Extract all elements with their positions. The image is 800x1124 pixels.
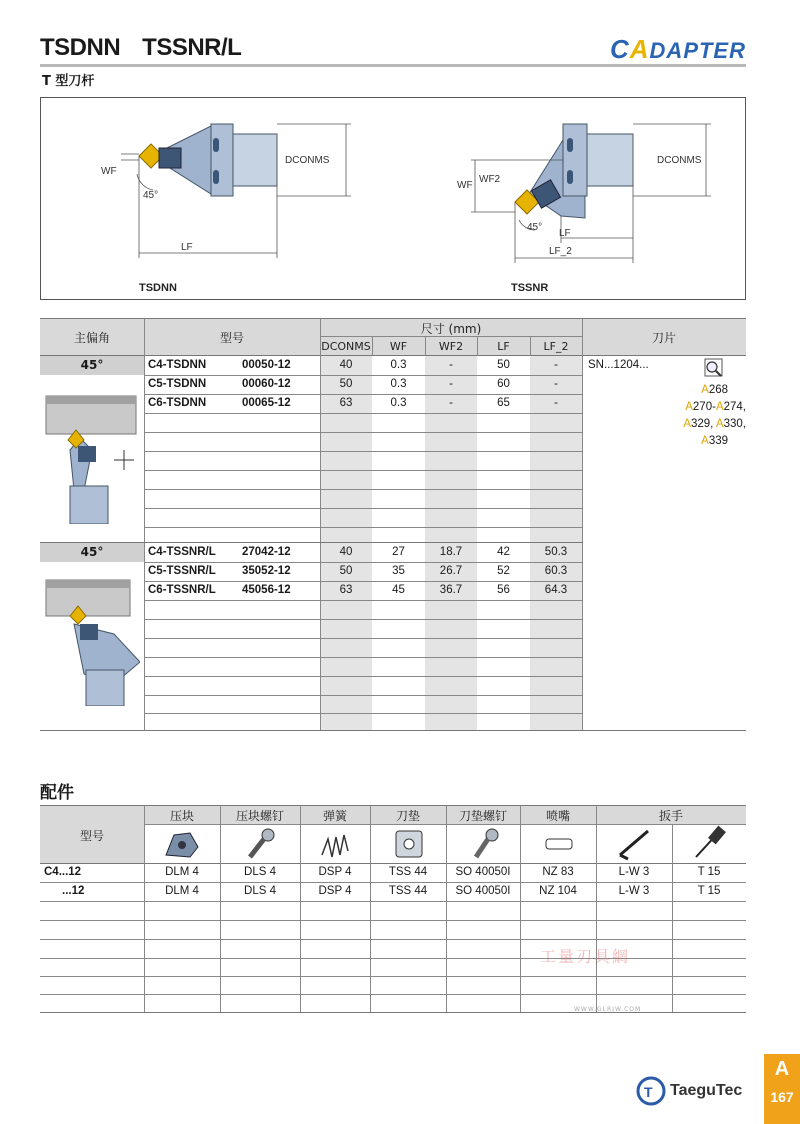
- acc-header-model: 型号: [79, 829, 104, 843]
- cell-wf: 0.3: [390, 397, 407, 409]
- cell-lf: 60: [497, 378, 510, 390]
- cell-wf2: 18.7: [439, 546, 463, 558]
- cell-wf2: -: [449, 378, 453, 390]
- header-lf: LF: [497, 340, 510, 353]
- left-dconms-label: DCONMS: [285, 155, 330, 166]
- model-prefix: C6-TSSNR/L: [148, 584, 216, 596]
- left-angle-label: 45°: [143, 190, 159, 201]
- header-wf: WF: [389, 340, 408, 353]
- magnifier-icon[interactable]: [702, 358, 724, 378]
- insert-code: SN...1204...: [588, 359, 649, 371]
- model-code: 35052-12: [242, 565, 291, 577]
- acc-model: C4...12: [44, 866, 82, 878]
- acc-spring: DSP 4: [318, 866, 352, 878]
- cell-wf: 27: [392, 546, 405, 558]
- cell-lf: 50: [497, 359, 510, 371]
- brand-name: TaeguTec: [670, 1082, 743, 1099]
- taegutec-logo-icon: [636, 1076, 666, 1106]
- clamp-screw-icon: [244, 827, 278, 865]
- acc-header-nozzle: 喷嘴: [545, 809, 570, 823]
- cell-lf2: 50.3: [544, 546, 568, 558]
- acc-shim-screw: SO 40050I: [455, 866, 511, 878]
- group2-angle: 45°: [40, 543, 144, 562]
- insert-ref-1[interactable]: A268: [701, 384, 728, 396]
- title-tsdnn: TSDNN: [40, 34, 121, 61]
- right-diagram-name: TSSNR: [511, 282, 549, 294]
- header-lf2: LF_2: [543, 340, 569, 353]
- cell-dconms: 40: [339, 546, 353, 558]
- model-prefix: C6-TSDNN: [148, 397, 207, 409]
- shim-screw-icon: [468, 827, 502, 865]
- svg-text:T: T: [644, 1084, 653, 1100]
- title-tssnr: TSSNR/L: [142, 34, 242, 61]
- right-dconms-label: DCONMS: [657, 155, 702, 166]
- tab-letter: A: [774, 1058, 790, 1080]
- cell-wf2: -: [449, 359, 453, 371]
- cell-dconms: 63: [339, 397, 353, 409]
- right-lf-label: LF: [559, 228, 571, 239]
- header-model: 型号: [219, 331, 244, 345]
- insert-ref-3[interactable]: A329, A330,: [683, 418, 746, 430]
- acc-header-clamp: 压块: [169, 809, 194, 823]
- shim-icon: [392, 827, 426, 865]
- dimension-diagram: [40, 97, 746, 300]
- accessories-title: 配件: [40, 783, 74, 803]
- group2-image: [44, 574, 140, 706]
- cell-lf: 42: [497, 546, 510, 558]
- cadapter-logo: CADAPTER: [609, 34, 746, 64]
- cell-dconms: 50: [339, 378, 353, 390]
- cell-wf2: 26.7: [439, 565, 463, 577]
- acc-shim: TSS 44: [388, 866, 428, 878]
- model-code: 00050-12: [242, 359, 291, 371]
- cell-lf2: 60.3: [544, 565, 568, 577]
- model-prefix: C4-TSSNR/L: [148, 546, 216, 558]
- group1-angle: 45°: [40, 356, 144, 375]
- page-number: 167: [770, 1089, 794, 1105]
- acc-nozzle: NZ 83: [542, 866, 574, 878]
- watermark-url: WWW.GLRJW.COM: [574, 1006, 642, 1013]
- acc-wrench-2: T 15: [697, 885, 721, 897]
- cell-wf: 35: [392, 565, 405, 577]
- header-dims: 尺寸 (mm): [420, 322, 482, 336]
- title-rule: [40, 64, 746, 67]
- cell-lf: 52: [497, 565, 510, 577]
- model-prefix: C5-TSSNR/L: [148, 565, 216, 577]
- diagram-svg: [41, 98, 747, 301]
- cell-lf2: -: [554, 378, 558, 390]
- model-code: 45056-12: [242, 584, 291, 596]
- group1-image: [44, 390, 140, 524]
- acc-clamp-screw: DLS 4: [244, 885, 276, 897]
- model-prefix: C4-TSDNN: [148, 359, 207, 371]
- cell-wf: 45: [392, 584, 405, 596]
- right-angle-label: 45°: [527, 222, 543, 233]
- model-prefix: C5-TSDNN: [148, 378, 207, 390]
- acc-clamp-screw: DLS 4: [244, 866, 276, 878]
- cell-wf2: -: [449, 397, 453, 409]
- right-wf2-label: WF2: [479, 174, 501, 185]
- watermark: 工量刃具網: [540, 947, 631, 966]
- nozzle-icon: [542, 827, 576, 865]
- cell-lf2: -: [554, 397, 558, 409]
- cell-lf: 65: [497, 397, 510, 409]
- acc-wrench-1: L-W 3: [618, 866, 650, 878]
- tssnr-drawing: [471, 124, 711, 263]
- acc-clamp: DLM 4: [165, 885, 199, 897]
- cell-lf: 56: [497, 584, 510, 596]
- page-title: [40, 34, 263, 62]
- insert-ref-4[interactable]: A339: [701, 435, 728, 447]
- model-code: 00060-12: [242, 378, 291, 390]
- page-tab: [764, 1054, 800, 1124]
- acc-header-spring: 弹簧: [322, 809, 347, 823]
- model-code: 27042-12: [242, 546, 291, 558]
- cell-lf2: 64.3: [544, 584, 568, 596]
- acc-model: ...12: [62, 885, 85, 897]
- cell-wf: 0.3: [390, 378, 407, 390]
- header-angle: 主偏角: [73, 331, 110, 345]
- acc-spring: DSP 4: [318, 885, 352, 897]
- header-dconms: DCONMS: [321, 340, 371, 353]
- cell-dconms: 50: [339, 565, 353, 577]
- left-lf-label: LF: [181, 242, 193, 253]
- left-diagram-name: TSDNN: [139, 282, 177, 294]
- cell-dconms: 40: [339, 359, 353, 371]
- model-code: 00065-12: [242, 397, 291, 409]
- acc-clamp: DLM 4: [165, 866, 199, 878]
- cell-wf: 0.3: [390, 359, 407, 371]
- acc-header-clamp-screw: 压块螺钉: [235, 809, 284, 823]
- cell-lf2: -: [554, 359, 558, 371]
- t-wrench-icon: [688, 825, 726, 865]
- clamp-icon: [160, 827, 204, 865]
- acc-header-wrench: 扳手: [658, 809, 683, 823]
- acc-nozzle: NZ 104: [539, 885, 577, 897]
- page-subtitle: T 型刀杆: [42, 74, 95, 89]
- acc-shim-screw: SO 40050I: [455, 885, 511, 897]
- acc-wrench-2: T 15: [697, 866, 721, 878]
- insert-ref-2[interactable]: A270-A274,: [685, 401, 746, 413]
- header-wf2: WF2: [438, 340, 464, 353]
- spring-icon: [318, 829, 354, 863]
- acc-shim: TSS 44: [388, 885, 428, 897]
- left-wf-label: WF: [101, 166, 117, 177]
- header-insert: 刀片: [651, 331, 676, 345]
- right-wf-label: WF: [457, 180, 473, 191]
- cell-dconms: 63: [339, 584, 353, 596]
- right-lf2-label: LF_2: [549, 246, 572, 257]
- cell-wf2: 36.7: [439, 584, 463, 596]
- acc-wrench-1: L-W 3: [618, 885, 650, 897]
- acc-header-shim-screw: 刀垫螺钉: [458, 809, 507, 823]
- l-wrench-icon: [614, 825, 652, 865]
- acc-header-shim: 刀垫: [395, 809, 420, 823]
- accessories-table: [40, 805, 746, 1013]
